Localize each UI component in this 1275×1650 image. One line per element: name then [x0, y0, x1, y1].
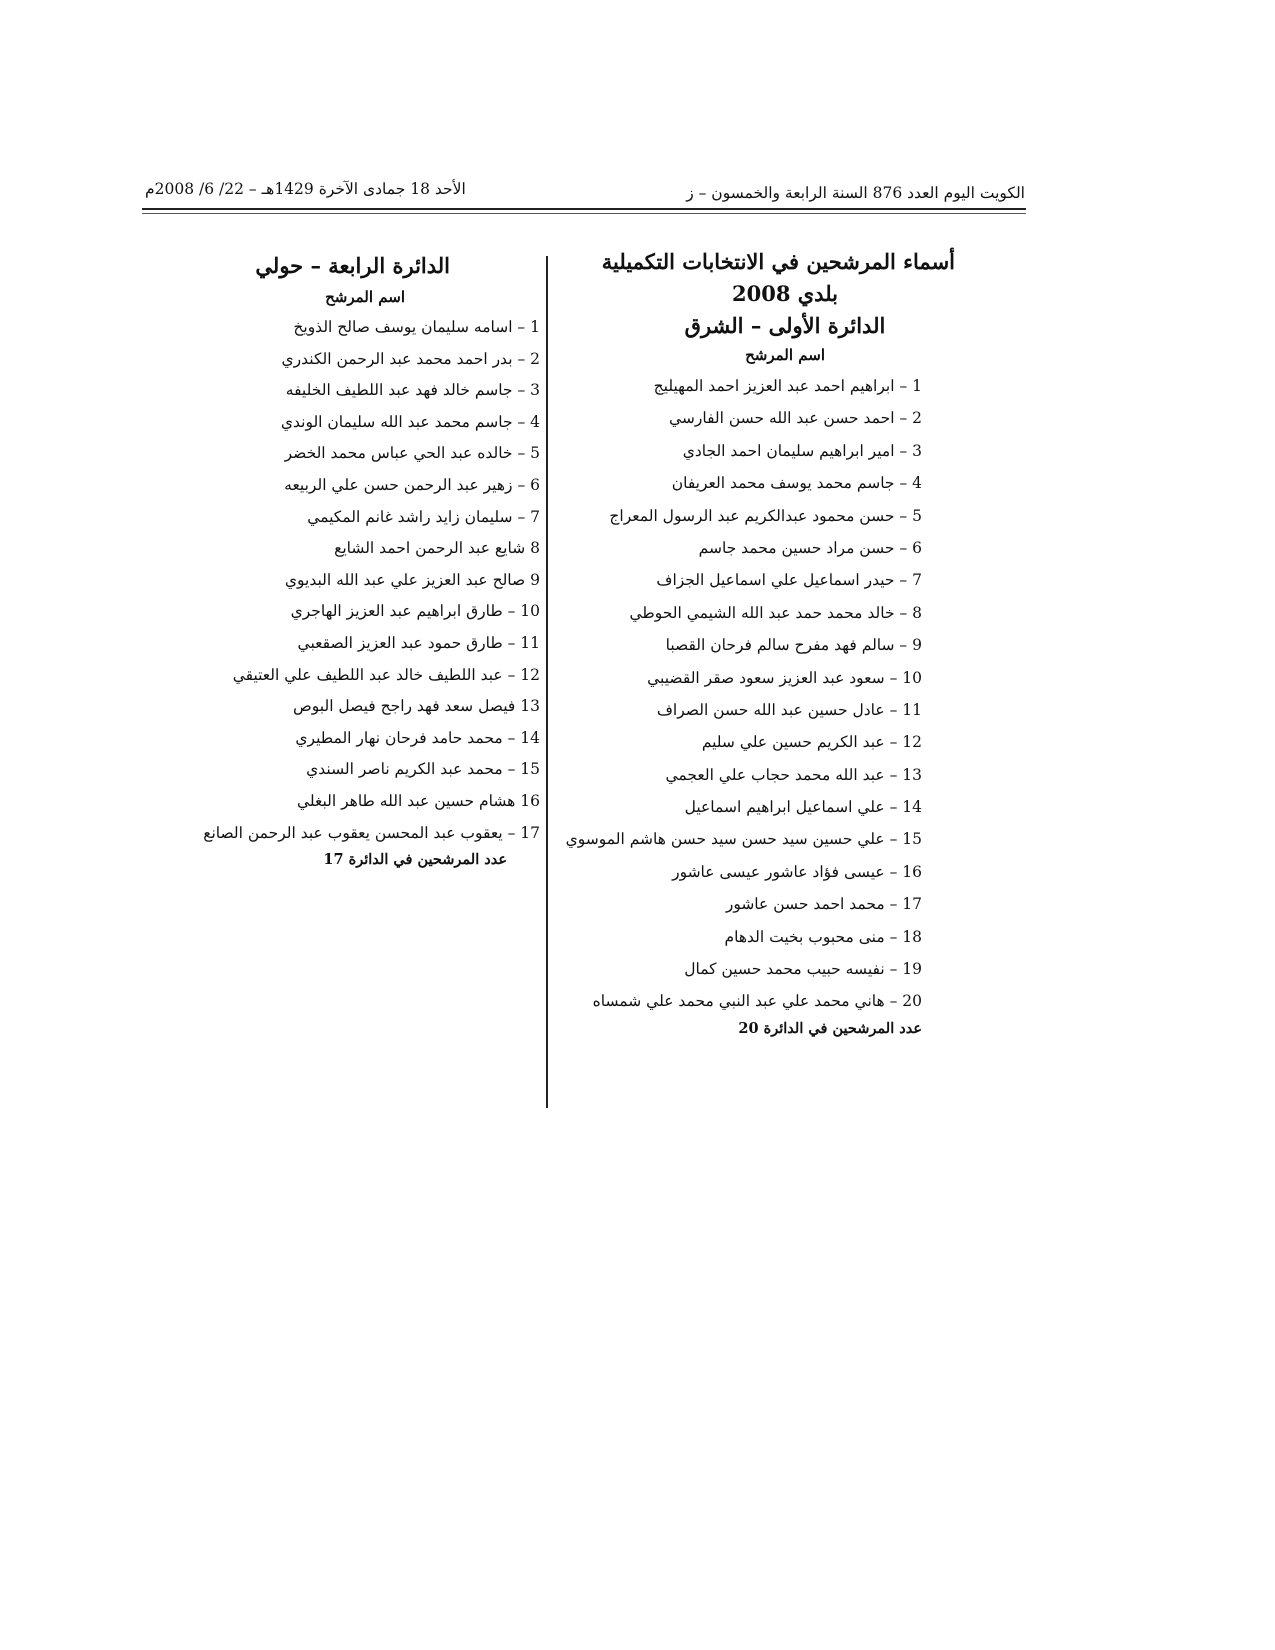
candidate-item: 7 – حيدر اسماعيل علي اسماعيل الجزاف: [656, 571, 922, 590]
district-four-total: عدد المرشحين في الدائرة 17: [323, 851, 507, 869]
candidate-name-header: اسم المرشح: [325, 288, 405, 306]
candidate-item: 1 – ابراهيم احمد عبد العزيز احمد المهيليج: [653, 377, 922, 395]
column-divider: [546, 256, 548, 1108]
candidate-item: 10 – سعود عبد العزيز سعود صقر القضيبي: [647, 668, 922, 687]
header-left-date: الأحد 18 جمادى الآخرة 1429هـ – 22/ 6/ 2008م: [145, 180, 466, 198]
candidate-item: 10 – طارق ابراهيم عبد العزيز الهاجري: [290, 602, 540, 621]
candidate-item: 1 – اسامه سليمان يوسف صالح الذويخ: [293, 318, 540, 336]
candidate-item: 15 – محمد عبد الكريم ناصر السندي: [306, 760, 540, 779]
candidate-item: 9 صالح عبد العزيز علي عبد الله البديوي: [284, 570, 540, 589]
subtitle-baladi: بلدي 2008: [731, 281, 839, 306]
candidate-item: 2 – بدر احمد محمد عبد الرحمن الكندري: [281, 349, 540, 368]
candidate-item: 19 – نفيسه حبيب محمد حسين كمال: [684, 960, 922, 979]
candidate-item: 8 – خالد محمد حمد عبد الله الشيمي الحوطي: [629, 603, 922, 622]
candidate-item: 11 – عادل حسين عبد الله حسن الصراف: [656, 700, 922, 719]
candidate-item: 5 – خالده عبد الحي عباس محمد الخضر: [284, 444, 540, 463]
candidate-item: 4 – جاسم محمد عبد الله سليمان الوندي: [280, 412, 540, 431]
candidate-item: 16 هشام حسين عبد الله طاهر البغلي: [296, 791, 540, 810]
candidate-item: 6 – زهير عبد الرحمن حسن علي الربيعه: [284, 475, 540, 494]
candidate-item: 17 – يعقوب عبد المحسن يعقوب عبد الرحمن الصانع: [203, 823, 540, 842]
candidate-item: 14 – علي اسماعيل ابراهيم اسماعيل: [684, 798, 922, 817]
candidate-item: 3 – جاسم خالد فهد عبد اللطيف الخليفه: [285, 381, 540, 400]
candidate-item: 6 – حسن مراد حسين محمد جاسم: [698, 538, 922, 557]
candidate-item: 9 – سالم فهد مفرح سالم فرحان القصبا: [665, 636, 922, 655]
candidate-item: 11 – طارق حمود عبد العزيز الصقعبي: [297, 633, 540, 652]
candidate-item: 3 – امير ابراهيم سليمان احمد الجادي: [682, 441, 922, 460]
header-right-text: الكويت اليوم العدد 876 السنة الرابعة والخمسون – ز: [686, 184, 1025, 202]
district-one-titles: [601, 246, 955, 342]
district-one-total: عدد المرشحين في الدائرة 20: [738, 1019, 922, 1037]
candidate-item: 5 – حسن محمود عبدالكريم عبد الرسول المعراج: [609, 506, 922, 525]
district-four-column: [205, 250, 540, 868]
main-title: أسماء المرشحين في الانتخابات التكميلية: [601, 249, 955, 274]
candidate-name-header: اسم المرشح: [745, 346, 825, 364]
candidate-item: 12 – عبد اللطيف خالد عبد اللطيف علي العتيقي: [232, 665, 540, 684]
candidate-item: 18 – منى محبوب بخيت الدهام: [724, 927, 922, 946]
district-four-title: الدائرة الرابعة – حولي: [255, 253, 450, 278]
candidate-item: 14 – محمد حامد فرحان نهار المطيري: [295, 728, 540, 747]
candidate-item: 17 – محمد احمد حسن عاشور: [725, 895, 922, 914]
candidate-item: 2 – احمد حسن عبد الله حسن الفارسي: [668, 409, 922, 428]
candidate-item: 7 – سليمان زايد راشد غانم المكيمي: [307, 507, 540, 526]
candidate-item: 13 فيصل سعد فهد راجح فيصل البوص: [293, 697, 540, 716]
candidate-item: 8 شايع عبد الرحمن احمد الشايع: [334, 539, 540, 558]
header-rule-thin: [142, 213, 1026, 214]
candidate-item: 4 – جاسم محمد يوسف محمد العريفان: [671, 474, 922, 493]
candidate-item: 12 – عبد الكريم حسين علي سليم: [701, 733, 922, 752]
district-one-title: الدائرة الأولى – الشرق: [684, 313, 886, 338]
candidate-item: 16 – عيسى فؤاد عاشور عيسى عاشور: [672, 862, 922, 881]
header-rule-thick: [142, 208, 1026, 210]
candidate-item: 15 – علي حسين سيد حسن سيد حسن هاشم الموسوي: [565, 830, 922, 849]
candidate-item: 13 – عبد الله محمد حجاب علي العجمي: [665, 765, 922, 784]
district-one-column: [565, 246, 955, 1037]
candidate-item: 20 – هاني محمد علي عبد النبي محمد علي شمساه: [592, 992, 922, 1011]
district-one-candidate-list: [565, 370, 922, 1018]
district-four-candidate-list: [205, 312, 540, 849]
